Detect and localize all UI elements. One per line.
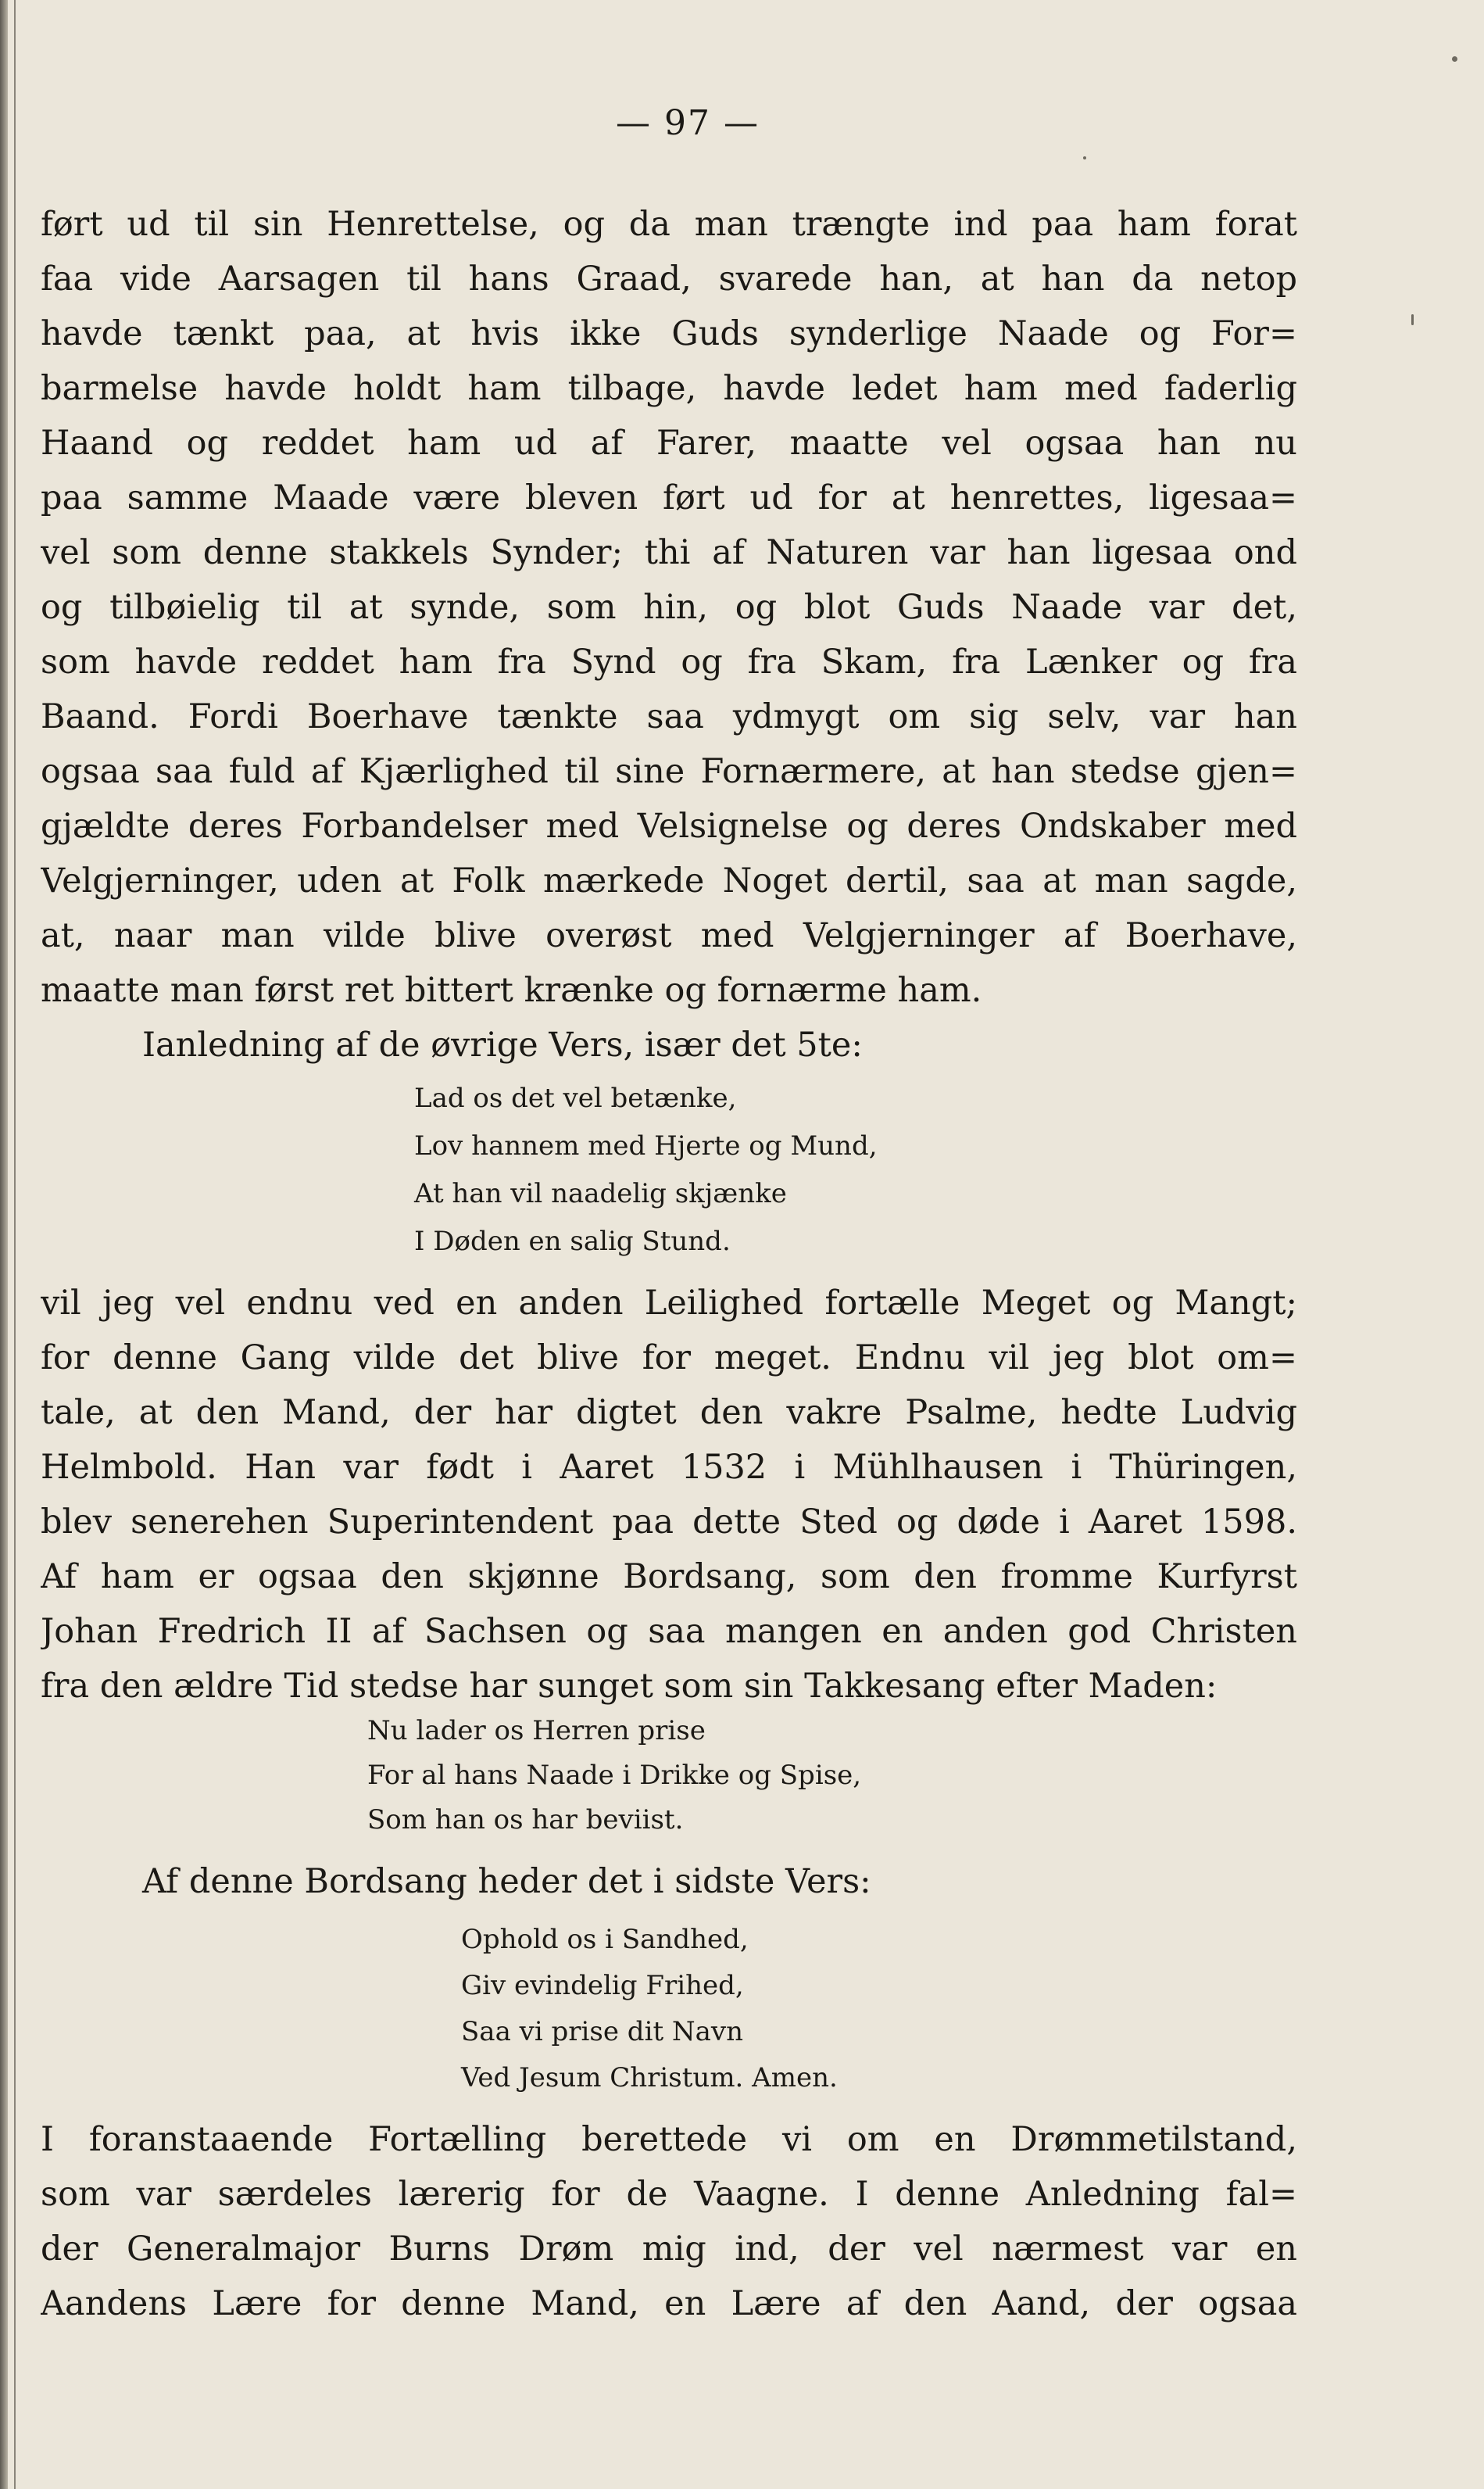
page-number-header: — 97 — [616,103,760,143]
verse-line: Lov hannem med Hjerte og Mund, [414,1130,878,1162]
verse-line: Ophold os i Sandhed, [461,1924,749,1955]
page-spine-shadow [0,0,8,2489]
text-line: Velgjerninger, uden at Folk mærkede Noget dertil, saa at man sagde, [41,861,1297,901]
text-line: paa samme Maade være bleven ført ud for at henrettes, ligesaa= [41,478,1297,517]
verse-line: Som han os har beviist. [367,1804,684,1835]
text-line: ogsaa saa fuld af Kjærlighed til sine Fornærmere, at han stedse gjen= [41,752,1297,791]
text-line: vil jeg vel endnu ved en anden Leilighed fortælle Meget og Mangt; [41,1284,1297,1323]
text-line: vel som denne stakkels Synder; thi af Naturen var han ligesaa ond [41,533,1297,572]
text-line: at, naar man vilde blive overøst med Velgjerninger af Boerhave, [41,916,1297,955]
text-line: som havde reddet ham fra Synd og fra Skam, fra Lænker og fra [41,643,1297,682]
verse-line: I Døden en salig Stund. [414,1226,731,1257]
verse-line: Saa vi prise dit Navn [461,2016,744,2047]
text-line: ført ud til sin Henrettelse, og da man trængte ind paa ham forat [41,205,1297,244]
verse-line: Nu lader os Herren prise [367,1715,706,1746]
paragraph-3 [41,2112,1297,2331]
text-line: faa vide Aarsagen til hans Graad, svarede han, at han da netop [41,260,1297,299]
verse-line: Lad os det vel betænke, [414,1083,737,1114]
verse-line: At han vil naadelig skjænke [414,1178,787,1209]
text-line: Johan Fredrich II af Sachsen og saa mangen en anden god Christen [41,1612,1297,1651]
verse-3 [461,1917,838,2101]
text-line: Baand. Fordi Boerhave tænkte saa ydmygt om sig selv, var han [41,697,1297,736]
verse-2 [367,1709,861,1843]
paragraph-1 [41,197,1297,1073]
verse-line: Giv evindelig Frihed, [461,1970,744,2001]
text-line: Af ham er ogsaa den skjønne Bordsang, som den fromme Kurfyrst [41,1557,1297,1596]
paper-speck [1452,56,1457,62]
text-line: tale, at den Mand, der har digtet den vakre Psalme, hedte Ludvig [41,1393,1297,1432]
text-line: havde tænkt paa, at hvis ikke Guds synderlige Naade og For= [41,314,1297,353]
verse-line: Ved Jesum Christum. Amen. [461,2062,838,2093]
text-line: Aandens Lære for denne Mand, en Lære af den Aand, der ogsaa [41,2284,1297,2323]
text-line: Haand og reddet ham ud af Farer, maatte vel ogsaa han nu [41,424,1297,463]
intro-line: Ianledning af de øvrige Vers, især det 5te: [142,1026,863,1065]
text-line: barmelse havde holdt ham tilbage, havde ledet ham med faderlig [41,369,1297,408]
text-line: der Generalmajor Burns Drøm mig ind, der vel nærmest var en [41,2229,1297,2269]
paragraph-2 [41,1276,1297,1714]
text-line: og tilbøielig til at synde, som hin, og blot Guds Naade var det, [41,588,1297,627]
text-line: som var særdeles lærerig for de Vaagne. I denne Anledning fal= [41,2175,1297,2214]
intro-2 [41,1854,1297,1909]
verse-line: For al hans Naade i Drikke og Spise, [367,1760,862,1791]
text-line: I foranstaaende Fortælling berettede vi om en Drømmetilstand, [41,2120,1297,2159]
text-line: maatte man først ret bittert krænke og fornærme ham. [41,971,982,1010]
page-margin-line [14,0,16,2489]
verse-1 [414,1075,878,1266]
intro-line: Af denne Bordsang heder det i sidste Vers: [142,1862,871,1901]
text-line: blev senerehen Superintendent paa dette Sted og døde i Aaret 1598. [41,1502,1297,1542]
text-line: Helmbold. Han var født i Aaret 1532 i Mühlhausen i Thüringen, [41,1448,1297,1487]
paper-speck [1411,314,1414,325]
text-line: for denne Gang vilde det blive for meget. Endnu vil jeg blot om= [41,1338,1297,1377]
text-line: gjældte deres Forbandelser med Velsignelse og deres Ondskaber med [41,807,1297,846]
paper-speck [1083,156,1086,159]
text-line: fra den ældre Tid stedse har sunget som sin Takkesang efter Maden: [41,1667,1218,1706]
